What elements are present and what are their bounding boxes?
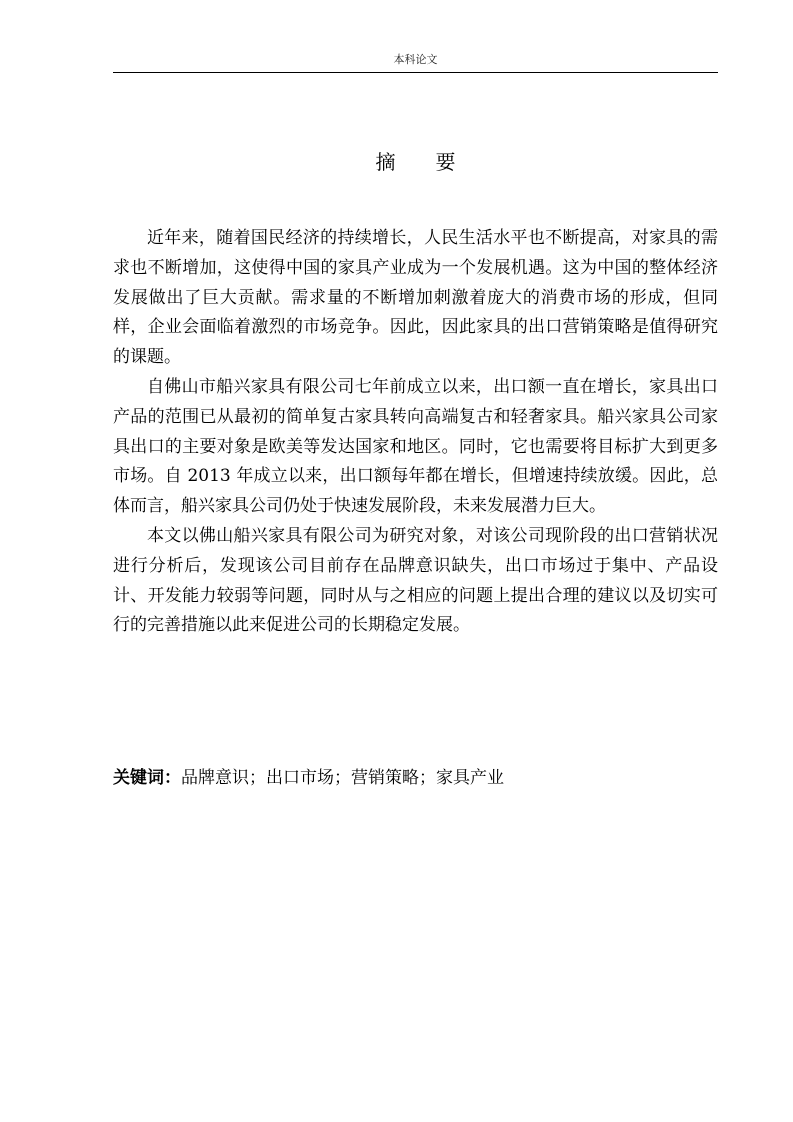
abstract-title-char-2: 要: [435, 150, 456, 174]
keywords-value: 品牌意识；出口市场；营销策略；家具产业: [181, 768, 504, 788]
abstract-title: [113, 148, 718, 176]
abstract-paragraph-2: 自佛山市船兴家具有限公司七年前成立以来，出口额一直在增长，家具出口产品的范围已从最初的简单复古家具转向高端复古和轻奢家具。船兴家具公司家具出口的主要对象是欧美等发达国家和地区。同时，它也需要将目标扩大到更多市场。自 2013 年成立以来，出口额每年都在增长，但增速持续放缓。因此，总体而言，船兴家具公司仍处于快速发展阶段，未来发展潜力巨大。: [113, 376, 718, 517]
header-rule: [113, 72, 718, 73]
abstract-paragraph-1: 近年来，随着国民经济的持续增长，人民生活水平也不断提高，对家具的需求也不断增加，这使得中国的家具产业成为一个发展机遇。这为中国的整体经济发展做出了巨大贡献。需求量的不断增加刺激着庞大的消费市场的形成，但同样，企业会面临着激烈的市场竞争。因此，因此家具的出口营销策略是值得研究的课题。: [113, 228, 718, 368]
keywords-line: [113, 764, 718, 792]
keywords-label: 关键词：: [113, 768, 181, 788]
abstract-paragraph-3: 本文以佛山船兴家具有限公司为研究对象，对该公司现阶段的出口营销状况进行分析后，发现该公司目前存在品牌意识缺失，出口市场过于集中、产品设计、开发能力较弱等问题，同时从与之相应的问题上提出合理的建议以及切实可行的完善措施以此来促进公司的长期稳定发展。: [113, 525, 718, 636]
abstract-title-char-1: 摘: [375, 150, 396, 174]
abstract-body: [113, 224, 718, 641]
page-header: 本科论文: [393, 53, 438, 66]
